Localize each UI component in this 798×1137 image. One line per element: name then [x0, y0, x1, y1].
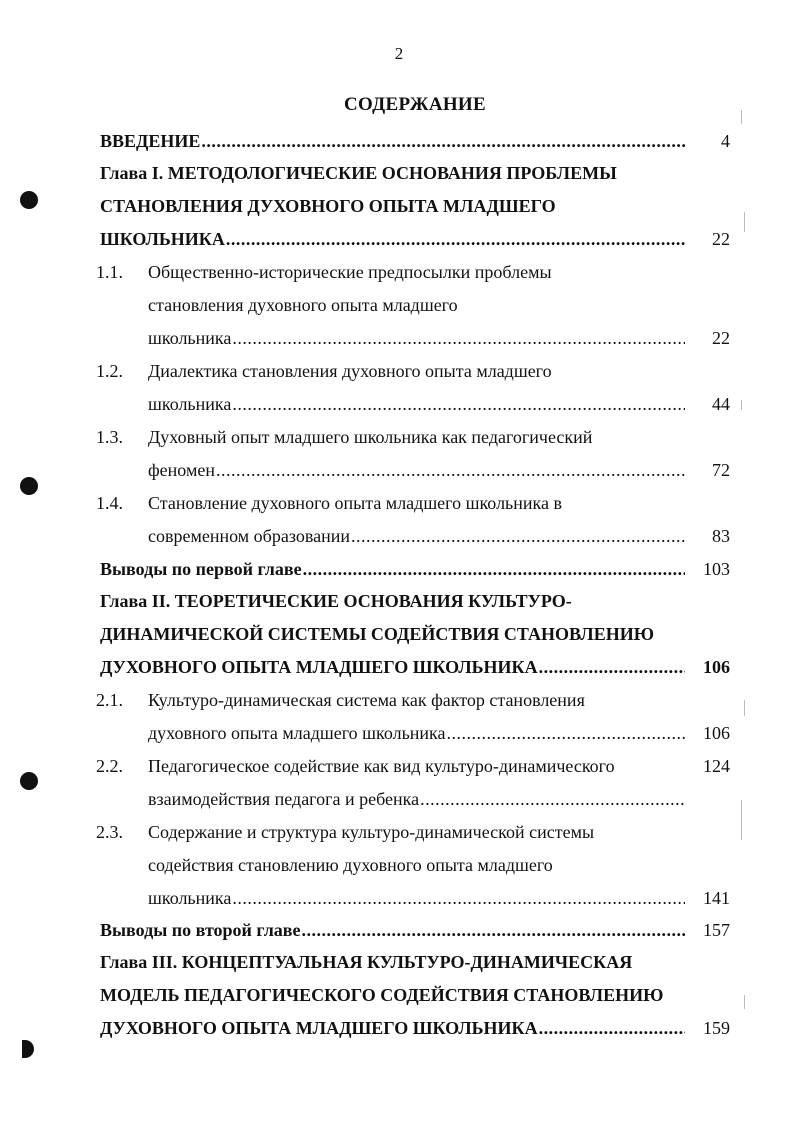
toc-section-1-4-line-1: Становление духовного опыта младшего школьника в: [148, 493, 562, 513]
binder-hole-4: [22, 1040, 34, 1058]
section-number: 1.1.: [96, 262, 123, 282]
toc-page: 157: [703, 920, 730, 940]
binder-hole-3: [20, 772, 38, 790]
dot-leader: [232, 885, 685, 911]
toc-section-2-3-line-2: содействия становлению духовного опыта младшего: [148, 855, 553, 875]
binder-hole-1: [20, 191, 38, 209]
binder-hole-2: [20, 477, 38, 495]
toc-section-2-3-line-3: школьника .....: [148, 885, 685, 911]
toc-section-2-1-line-1: Культуро-динамическая система как фактор становления: [148, 690, 585, 710]
toc-intro: [100, 128, 685, 154]
toc-page: 141: [703, 888, 730, 908]
toc-conclusions-2: Выводы по второй главе .....: [100, 917, 685, 943]
scan-speck: [744, 995, 745, 1009]
toc-section-1-3-line-2: феномен .....: [148, 457, 685, 483]
toc-page: 4: [721, 131, 730, 151]
dot-leader: [539, 654, 685, 680]
toc-page: 22: [712, 229, 730, 249]
toc-section-1-1-line-3: школьника .....: [148, 325, 685, 351]
section-number: 2.1.: [96, 690, 123, 710]
dot-leader: [303, 556, 685, 582]
dot-leader: [226, 226, 685, 252]
dot-leader: [216, 457, 685, 483]
scan-speck: [744, 700, 745, 716]
scan-speck: [741, 800, 742, 840]
toc-section-1-1-line-2: становления духовного опыта младшего: [148, 295, 458, 315]
toc-entry-text: ВВЕДЕНИЕ: [100, 131, 201, 151]
toc-section-2-2-line-2: взаимодействия педагога и ребенка .....: [148, 786, 685, 812]
page-title: СОДЕРЖАНИЕ: [344, 94, 486, 115]
section-number: 1.3.: [96, 427, 123, 447]
page-number: 2: [394, 44, 404, 63]
scan-speck: [741, 400, 742, 410]
scan-speck: [744, 212, 745, 232]
toc-chapter-2-line-1: Глава II. ТЕОРЕТИЧЕСКИЕ ОСНОВАНИЯ КУЛЬТУРО-: [100, 591, 572, 611]
toc-page: 124: [703, 756, 730, 776]
dot-leader: [232, 391, 685, 417]
dot-leader: [447, 720, 685, 746]
toc-section-2-1-line-2: духовного опыта младшего школьника .....: [148, 720, 685, 746]
toc-page: 83: [712, 526, 730, 546]
dot-leader: [351, 523, 685, 549]
toc-section-1-3-line-1: Духовный опыт младшего школьника как педагогический: [148, 427, 593, 447]
toc-conclusions-1: Выводы по первой главе .....: [100, 556, 685, 582]
toc-section-2-2-line-1: Педагогическое содействие как вид культуро-динамического: [148, 756, 615, 776]
toc-section-1-2-line-1: Диалектика становления духовного опыта младшего: [148, 361, 552, 381]
toc-chapter-1-line-3: ШКОЛЬНИКА .....: [100, 226, 685, 252]
toc-page: 103: [703, 559, 730, 579]
toc-chapter-2-line-2: ДИНАМИЧЕСКОЙ СИСТЕМЫ СОДЕЙСТВИЯ СТАНОВЛЕНИЮ: [100, 624, 654, 644]
toc-chapter-3-line-2: МОДЕЛЬ ПЕДАГОГИЧЕСКОГО СОДЕЙСТВИЯ СТАНОВЛЕНИЮ: [100, 985, 664, 1005]
section-number: 2.2.: [96, 756, 123, 776]
toc-page: 22: [712, 328, 730, 348]
toc-page: 72: [712, 460, 730, 480]
section-number: 1.4.: [96, 493, 123, 513]
toc-page: 106: [703, 723, 730, 743]
toc-section-1-2-line-2: школьника .....: [148, 391, 685, 417]
section-number: 1.2.: [96, 361, 123, 381]
toc-chapter-1-line-2: СТАНОВЛЕНИЯ ДУХОВНОГО ОПЫТА МЛАДШЕГО: [100, 196, 556, 216]
dot-leader: [539, 1015, 685, 1041]
toc-section-1-4-line-2: современном образовании .....: [148, 523, 685, 549]
toc-page: 44: [712, 394, 730, 414]
dot-leader: [420, 786, 685, 812]
dot-leader: [302, 917, 686, 943]
toc-chapter-3-line-3: ДУХОВНОГО ОПЫТА МЛАДШЕГО ШКОЛЬНИКА .....: [100, 1015, 685, 1041]
toc-section-1-1-line-1: Общественно-исторические предпосылки проблемы: [148, 262, 552, 282]
toc-page: 106: [703, 657, 730, 677]
toc-chapter-3-line-1: Глава III. КОНЦЕПТУАЛЬНАЯ КУЛЬТУРО-ДИНАМИЧЕСКАЯ: [100, 952, 633, 972]
dot-leader: [232, 325, 685, 351]
toc-page: 159: [703, 1018, 730, 1038]
toc-section-2-3-line-1: Содержание и структура культуро-динамической системы: [148, 822, 595, 842]
dot-leader: [201, 128, 685, 154]
toc-chapter-2-line-3: ДУХОВНОГО ОПЫТА МЛАДШЕГО ШКОЛЬНИКА .....: [100, 654, 685, 680]
toc-chapter-1-line-1: Глава I. МЕТОДОЛОГИЧЕСКИЕ ОСНОВАНИЯ ПРОБЛЕМЫ: [100, 163, 617, 183]
section-number: 2.3.: [96, 822, 123, 842]
